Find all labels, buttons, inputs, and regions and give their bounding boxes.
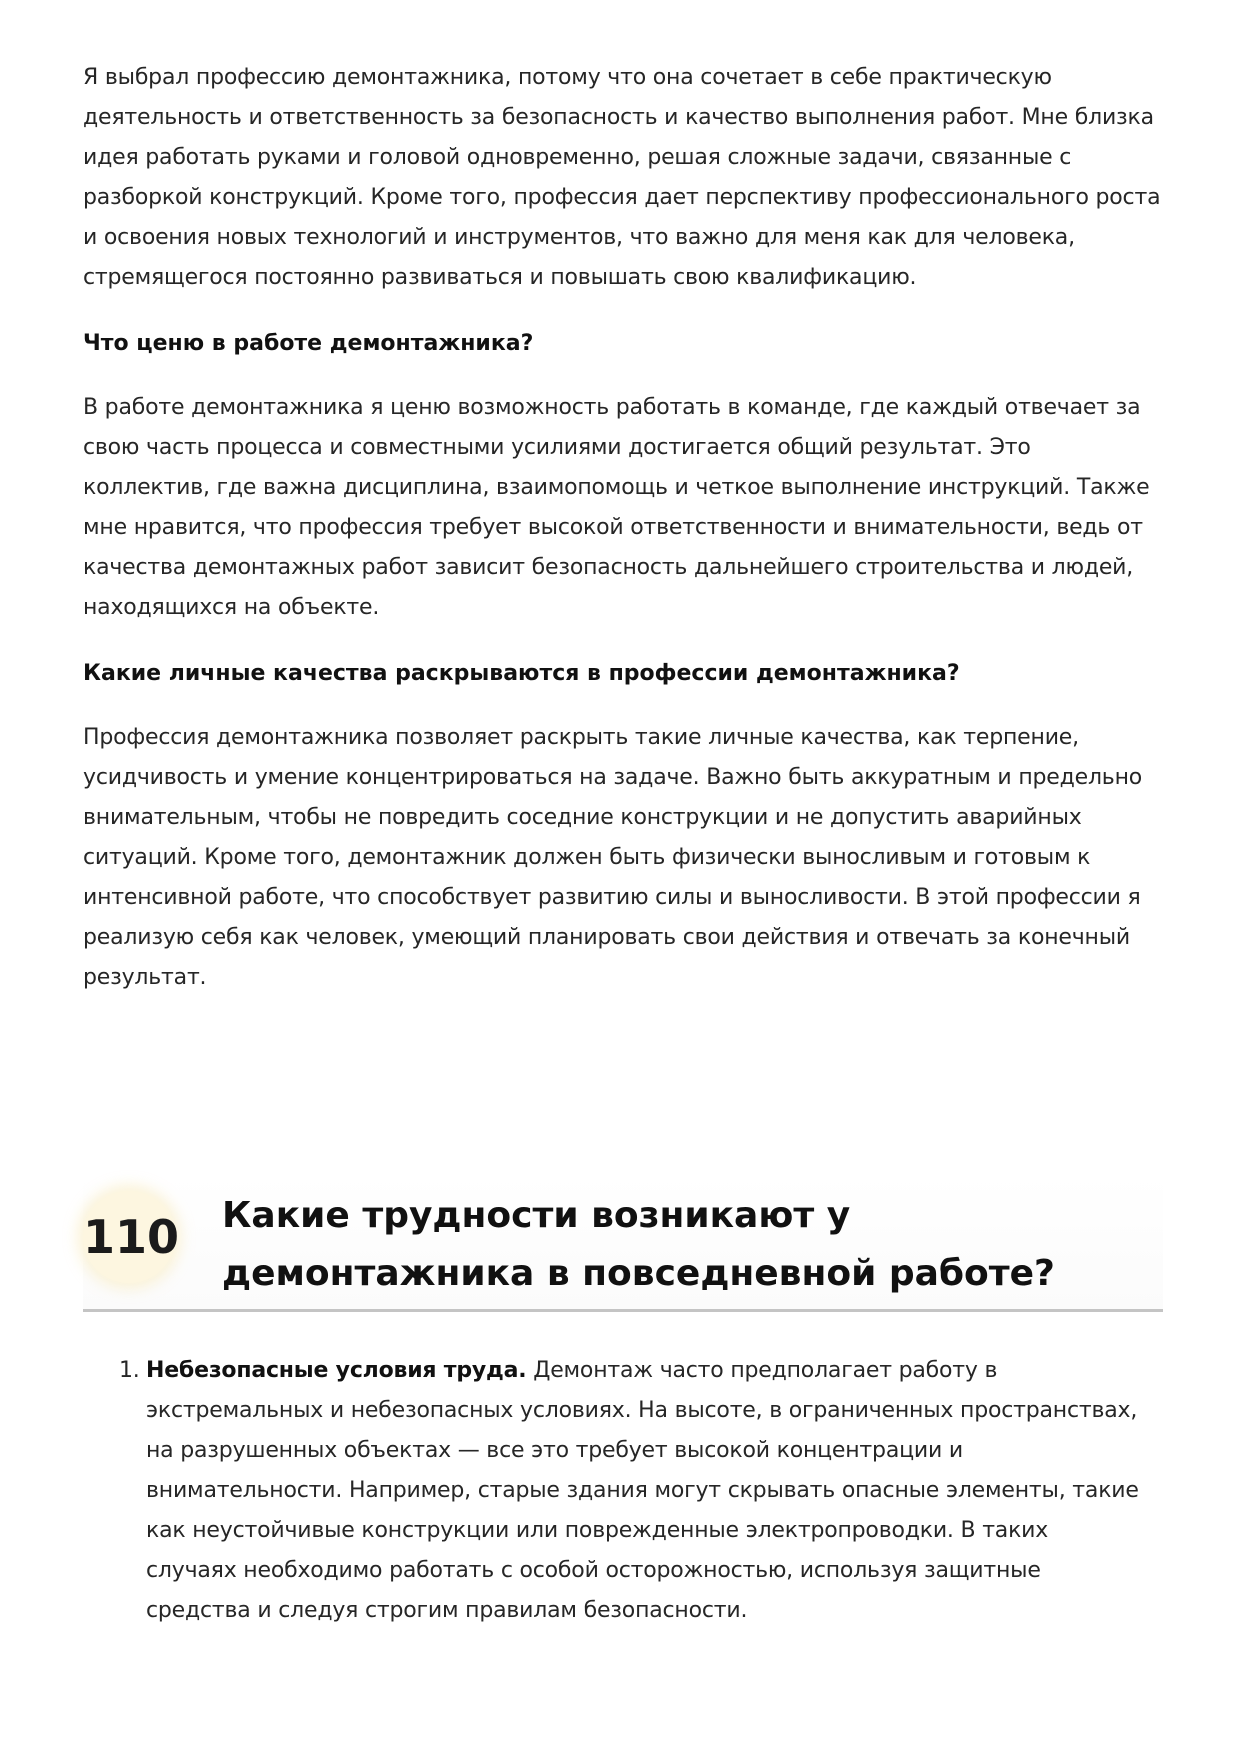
intro-paragraph: Я выбрал профессию демонтажника, потому что она сочетает в себе практическую деятельность и ответственность за безопасность и качество выполнения работ. Мне близка идея работать руками и головой одновременно, решая сложные задачи, связанные с разборкой конструкций. Кроме того, профессия дает перспективу профессионального роста и освоения новых технологий и инструментов, что важно для меня как для человека, стремящегося постоянно развиваться и повышать свою квалификацию.	[83, 65, 1161, 290]
section-title: Какие трудности возникают у демонтажника в повседневной работе?	[222, 1195, 1055, 1294]
section-header	[83, 1175, 1163, 1311]
section-number-badge: 110	[83, 1191, 175, 1283]
values-heading: Что ценю в работе демонтажника?	[83, 331, 534, 356]
values-paragraph: В работе демонтажника я ценю возможность работать в команде, где каждый отвечает за свою часть процесса и совместными усилиями достигается общий результат. Это коллектив, где важна дисциплина, взаимопомощь и четкое выполнение инструкций. Также мне нравится, что профессия требует высокой ответственности и внимательности, ведь от качества демонтажных работ зависит безопасность дальнейшего строительства и людей, находящихся на объекте.	[83, 395, 1150, 620]
list-item	[83, 1351, 1143, 1631]
document-body	[83, 58, 1163, 998]
list-item-title: Небезопасные условия труда.	[146, 1358, 527, 1383]
qualities-paragraph: Профессия демонтажника позволяет раскрыть такие личные качества, как терпение, усидчивость и умение концентрироваться на задаче. Важно быть аккуратным и предельно внимательным, чтобы не повредить соседние конструкции и не допустить аварийных ситуаций. Кроме того, демонтажник должен быть физически выносливым и готовым к интенсивной работе, что способствует развитию силы и выносливости. В этой профессии я реализую себя как человек, умеющий планировать свои действия и отвечать за конечный результат.	[83, 725, 1143, 990]
list-item-text: Демонтаж часто предполагает работу в экстремальных и небезопасных условиях. На высоте, в ограниченных пространствах, на разрушенных объектах — все это требует высокой концентрации и внимательности. Например, старые здания могут скрывать опасные элементы, такие как неустойчивые конструкции или поврежденные электропроводки. В таких случаях необходимо работать с особой осторожностью, используя защитные средства и следуя строгим правилам безопасности.	[146, 1358, 1139, 1623]
difficulties-list	[83, 1351, 1143, 1631]
list-item-number: 1.	[119, 1358, 140, 1383]
qualities-heading: Какие личные качества раскрываются в профессии демонтажника?	[83, 661, 960, 686]
